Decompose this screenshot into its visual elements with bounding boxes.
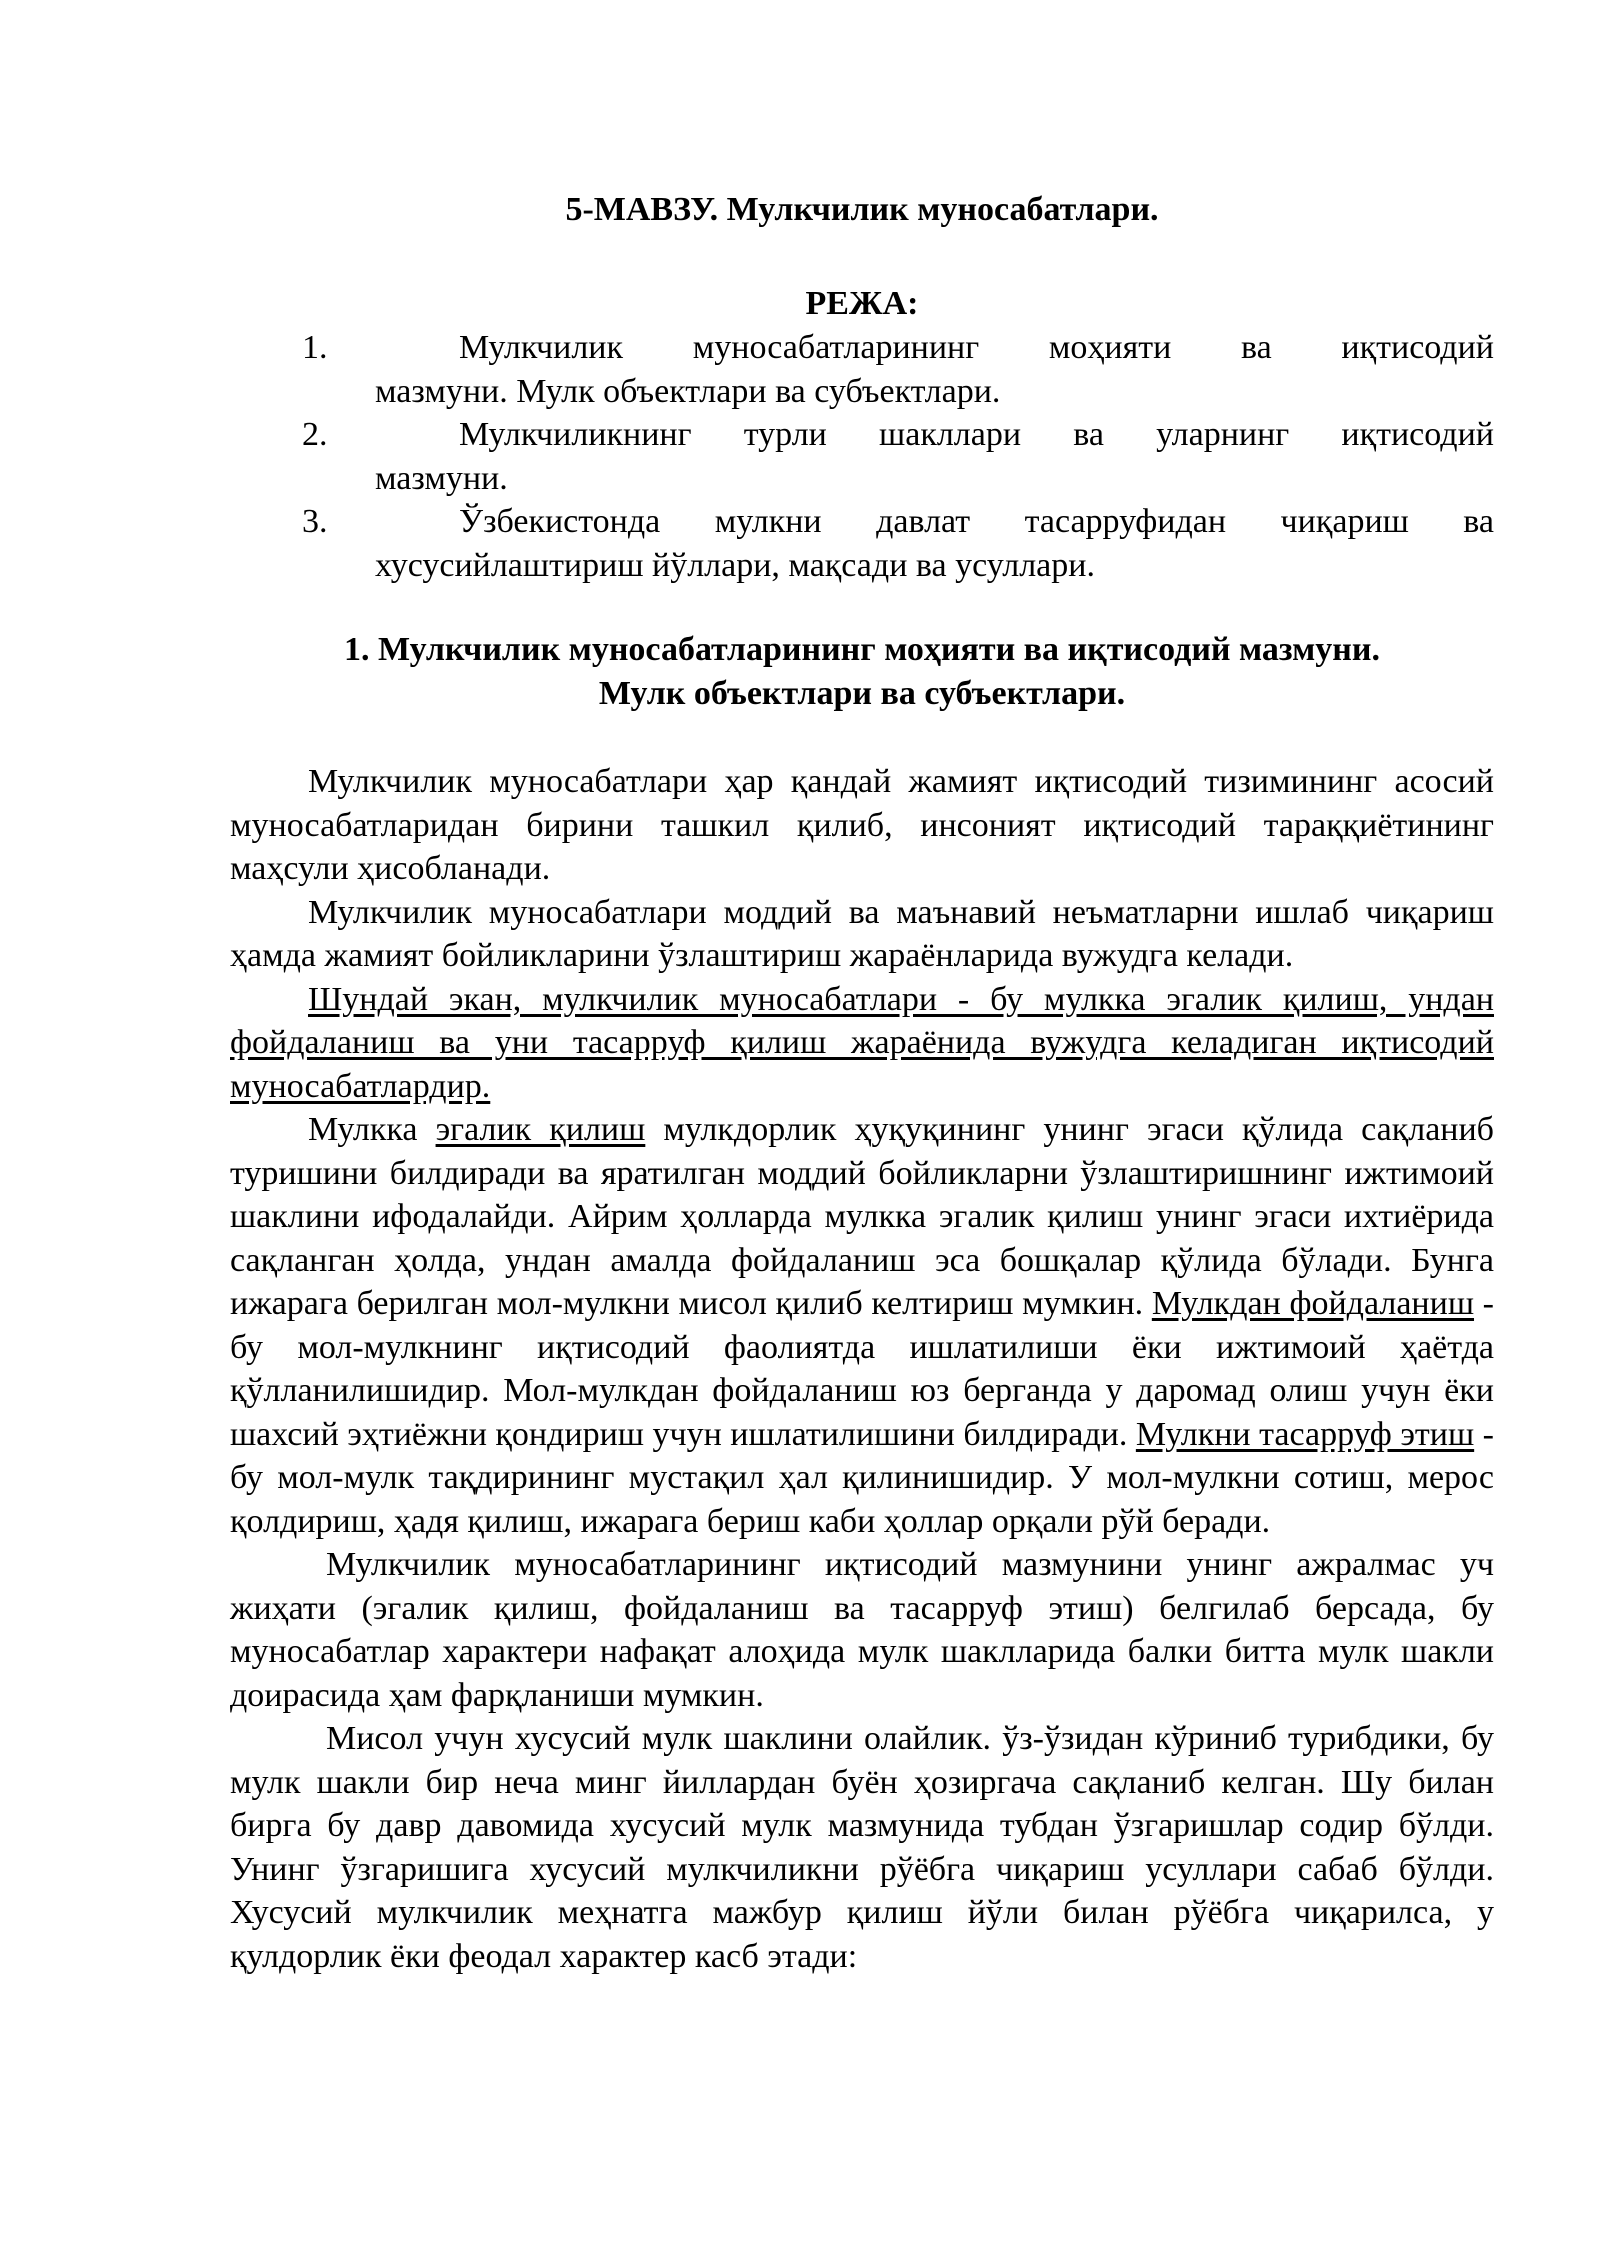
paragraph-4-text-b: мулкдорлик ҳуқуқининг унинг эгаси қўлида сақланиб туришини билдиради ва яратилган моддий бойликларни ўзлаштиришнинг ижтимоий шаклини ифодалайди. Айрим ҳолларда мулкка эгалик қилиш унинг эгаси ихтиёрида сақланган ҳолда, ундан амалда фойдаланиш эса бошқалар қўлида бўлади. Бунга ижарага берилган мол-мулкни мисол қилиб келтириш мумкин. xyxy=(230,1111,1494,1322)
plan-item-text: Мулкчилик муносабатларининг моҳияти ва иқтисодий xyxy=(459,329,1494,366)
paragraph-6: Мисол учун хусусий мулк шаклини олайлик. ўз-ўзидан кўриниб турибдики, бу мулк шакли бир неча минг йиллардан буён ҳозиргача сақланиб келган. Шу билан бирга бу давр давомида хусусий мулк мазмунида тубдан ўзгаришлар содир бўлди. Унинг ўзгаришига хусусий мулкчиликни рўёбга чиқариш усуллари сабаб бўлди. Хусусий мулкчилик меҳнатга мажбур қилиш йўли билан рўёбга чиқарилса, у қулдорлик ёки феодал характер касб этади: xyxy=(230,1720,1494,1975)
section-heading-line-1: 1. Мулкчилик муносабатларининг моҳияти ва иқтисодий мазмуни. xyxy=(344,631,1380,668)
paragraph-4-text-d: - бу мол-мулк тақдирининг мустақил ҳал қилинишидир. У мол-мулкни сотиш, мерос қолдириш, ҳадя қилиш, ижарага бериш каби ҳоллар орқали рўй беради. xyxy=(230,1415,1494,1540)
section-heading-line-2: Мулк объектлари ва субъектлари. xyxy=(598,675,1126,712)
paragraph-4 xyxy=(230,1108,1494,1543)
plan-item-3 xyxy=(230,500,1494,587)
plan-item-text: Ўзбекистонда мулкни давлат тасарруфидан чиқариш ва xyxy=(459,503,1494,540)
paragraph-3-definition: Шундай экан, мулкчилик муносабатлари - бу мулкка эгалик қилиш, ундан фойдаланиш ва уни тасарруф қилиш жараёнида вужудга келадиган иқтисодий муносабатлардир. xyxy=(230,980,1494,1105)
plan-list xyxy=(230,326,1494,587)
document-title: 5-МАВЗУ. Мулкчилик муносабатлари. xyxy=(565,191,1159,228)
paragraph-4-text-c: - бу мол-мулкнинг иқтисодий фаолиятда ишлатилиши ёки ижтимоий ҳаётда қўлланилишидир. Мол-мулкдан фойдаланиш юз берганда у даромад олиш учун ёки шахсий эҳтиёжни қондириш учун ишлатилишини билдиради. xyxy=(230,1285,1495,1453)
section-heading xyxy=(230,628,1494,716)
paragraph-1: Мулкчилик муносабатлари ҳар қандай жамият иқтисодий тизимининг асосий муносабатларидан бирини ташкил қилиб, инсоният иқтисодий тараққиётининг маҳсули ҳисобланади. xyxy=(230,763,1494,887)
paragraph-5: Мулкчилик муносабатларининг иқтисодий мазмунини унинг ажралмас уч жиҳати (эгалик қилиш, фойдаланиш ва тасарруф этиш) белгилаб берсада, бу муносабатлар характери нафақат алоҳида мулк шаклларида балки битта мулк шакли доирасида ҳам фарқланиши мумкин. xyxy=(230,1546,1494,1714)
plan-item-continuation: мазмуни. Мулк объектлари ва субъектлари. xyxy=(375,372,1001,410)
term-use: Мулкдан фойдаланиш xyxy=(1151,1285,1475,1322)
plan-heading: РЕЖА: xyxy=(805,285,919,322)
plan-item-continuation: мазмуни. xyxy=(375,459,508,497)
plan-item-continuation: хусусийлаштириш йўллари, мақсади ва усуллари. xyxy=(375,546,1095,584)
term-ownership: эгалик қилиш xyxy=(435,1111,646,1148)
plan-item-number: 1. xyxy=(302,329,328,366)
body-text xyxy=(230,760,1494,1978)
paragraph-2: Мулкчилик муносабатлари моддий ва маънавий неъматларни ишлаб чиқариш ҳамда жамият бойликларини ўзлаштириш жараёнларида вужудга келади. xyxy=(230,893,1494,974)
paragraph-4-text-a: Мулкка xyxy=(308,1111,436,1148)
plan-item-number: 3. xyxy=(302,503,328,540)
term-disposal: Мулкни тасарруф этиш xyxy=(1135,1415,1475,1453)
plan-item-text: Мулкчиликнинг турли шакллари ва уларнинг иқтисодий xyxy=(459,416,1494,453)
plan-item-1 xyxy=(230,326,1494,413)
plan-item-number: 2. xyxy=(302,416,328,453)
plan-item-2 xyxy=(230,413,1494,500)
